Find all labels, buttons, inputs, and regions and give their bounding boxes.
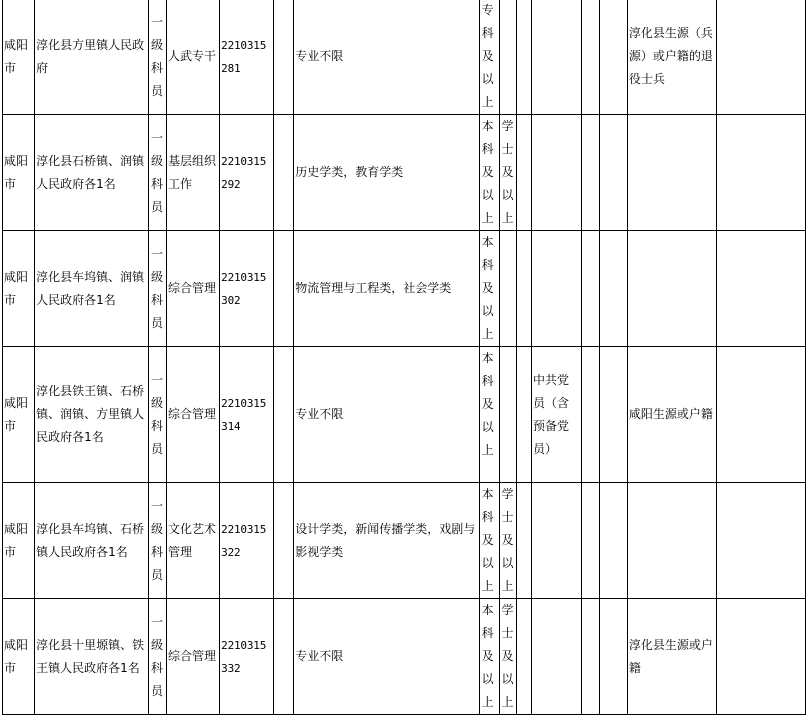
blank-cell [274, 599, 294, 715]
major-cell: 专业不限 [294, 347, 479, 483]
politics-cell [531, 599, 581, 715]
major-cell: 专业不限 [294, 599, 479, 715]
education-cell: 专科及以上 [479, 0, 499, 115]
table-row [3, 0, 806, 115]
blank-cell [274, 483, 294, 599]
blank-cell [600, 599, 628, 715]
table-row [3, 599, 806, 715]
unit-cell: 淳化县石桥镇、润镇人民政府各1名 [35, 115, 149, 231]
unit-cell: 淳化县十里塬镇、铁王镇人民政府各1名 [35, 599, 149, 715]
major-cell: 专业不限 [294, 0, 479, 115]
requirement-cell: 淳化县生源或户籍 [627, 599, 716, 715]
requirement-cell: 咸阳生源或户籍 [627, 347, 716, 483]
requirement-cell [627, 483, 716, 599]
note-cell [716, 0, 805, 115]
requirement-cell [627, 231, 716, 347]
politics-cell [531, 115, 581, 231]
code-cell: 2210315302 [220, 231, 274, 347]
recruitment-table [2, 0, 806, 715]
blank-cell [517, 231, 531, 347]
degree-cell [499, 231, 517, 347]
table-row [3, 115, 806, 231]
city-cell: 咸阳市 [3, 483, 35, 599]
blank-cell [600, 347, 628, 483]
code-cell: 2210315314 [220, 347, 274, 483]
unit-cell: 淳化县铁王镇、石桥镇、润镇、方里镇人民政府各1名 [35, 347, 149, 483]
code-cell: 2210315281 [220, 0, 274, 115]
note-cell [716, 115, 805, 231]
city-cell: 咸阳市 [3, 231, 35, 347]
blank-cell [600, 231, 628, 347]
politics-cell [531, 231, 581, 347]
blank-cell [581, 347, 599, 483]
requirement-cell [627, 115, 716, 231]
education-cell: 本科及以上 [479, 599, 499, 715]
level-cell: 一级科员 [149, 599, 167, 715]
note-cell [716, 599, 805, 715]
major-cell: 设计学类，新闻传播学类，戏剧与影视学类 [294, 483, 479, 599]
degree-cell: 学士及以上 [499, 483, 517, 599]
city-cell: 咸阳市 [3, 115, 35, 231]
politics-cell [531, 0, 581, 115]
position-cell: 基层组织工作 [166, 115, 219, 231]
level-cell: 一级科员 [149, 483, 167, 599]
level-cell: 一级科员 [149, 115, 167, 231]
requirement-cell: 淳化县生源（兵源）或户籍的退役士兵 [627, 0, 716, 115]
table-row [3, 347, 806, 483]
blank-cell [274, 0, 294, 115]
blank-cell [517, 115, 531, 231]
blank-cell [581, 483, 599, 599]
blank-cell [600, 115, 628, 231]
blank-cell [517, 0, 531, 115]
note-cell [716, 347, 805, 483]
blank-cell [581, 0, 599, 115]
position-cell: 综合管理 [166, 231, 219, 347]
blank-cell [517, 483, 531, 599]
blank-cell [581, 599, 599, 715]
position-cell: 文化艺术管理 [166, 483, 219, 599]
note-cell [716, 483, 805, 599]
position-cell: 综合管理 [166, 599, 219, 715]
level-cell: 一级科员 [149, 347, 167, 483]
major-cell: 历史学类，教育学类 [294, 115, 479, 231]
blank-cell [274, 347, 294, 483]
city-cell: 咸阳市 [3, 0, 35, 115]
blank-cell [517, 347, 531, 483]
politics-cell: 中共党员（含预备党员） [531, 347, 581, 483]
blank-cell [600, 0, 628, 115]
unit-cell: 淳化县车坞镇、石桥镇人民政府各1名 [35, 483, 149, 599]
education-cell: 本科及以上 [479, 115, 499, 231]
unit-cell: 淳化县方里镇人民政府 [35, 0, 149, 115]
degree-cell [499, 347, 517, 483]
city-cell: 咸阳市 [3, 599, 35, 715]
city-cell: 咸阳市 [3, 347, 35, 483]
blank-cell [581, 115, 599, 231]
degree-cell: 学士及以上 [499, 115, 517, 231]
position-cell: 人武专干 [166, 0, 219, 115]
table-row [3, 483, 806, 599]
major-cell: 物流管理与工程类，社会学类 [294, 231, 479, 347]
level-cell: 一级科员 [149, 231, 167, 347]
code-cell: 2210315332 [220, 599, 274, 715]
blank-cell [517, 599, 531, 715]
position-cell: 综合管理 [166, 347, 219, 483]
politics-cell [531, 483, 581, 599]
education-cell: 本科及以上 [479, 231, 499, 347]
degree-cell: 学士及以上 [499, 599, 517, 715]
blank-cell [581, 231, 599, 347]
unit-cell: 淳化县车坞镇、润镇人民政府各1名 [35, 231, 149, 347]
level-cell: 一级科员 [149, 0, 167, 115]
note-cell [716, 231, 805, 347]
table-row [3, 231, 806, 347]
education-cell: 本科及以上 [479, 483, 499, 599]
code-cell: 2210315292 [220, 115, 274, 231]
blank-cell [274, 231, 294, 347]
degree-cell [499, 0, 517, 115]
education-cell: 本科及以上 [479, 347, 499, 483]
blank-cell [274, 115, 294, 231]
code-cell: 2210315322 [220, 483, 274, 599]
blank-cell [600, 483, 628, 599]
